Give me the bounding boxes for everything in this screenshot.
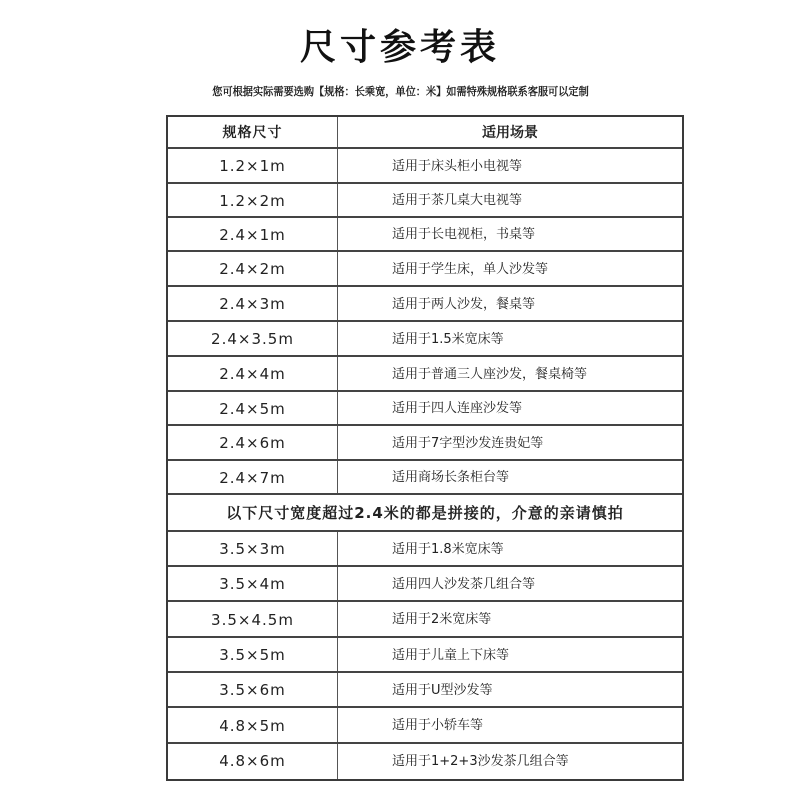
row-size: 2.4×2m — [219, 260, 286, 278]
row-use: 适用于1.8米宽床等 — [392, 542, 504, 557]
header-use: 适用场景 — [482, 125, 538, 141]
page-title: 尺寸参考表 — [299, 27, 500, 68]
table-row — [168, 184, 682, 218]
row-size: 3.5×6m — [219, 681, 286, 699]
row-size: 3.5×4.5m — [211, 611, 294, 629]
row-use: 适用于U型沙发等 — [392, 683, 493, 698]
row-size: 1.2×2m — [219, 192, 286, 210]
table-row — [168, 638, 682, 673]
row-size: 2.4×3m — [219, 295, 286, 313]
row-use: 适用于学生床，单人沙发等 — [392, 262, 549, 277]
table-row — [168, 357, 682, 392]
splice-note: 以下尺寸宽度超过2.4米的都是拼接的，介意的亲请慎拍 — [226, 504, 624, 522]
table-row — [168, 461, 682, 495]
row-use: 适用于儿童上下床等 — [392, 648, 510, 663]
table-row — [168, 426, 682, 461]
row-use: 适用于茶几桌大电视等 — [392, 193, 523, 208]
row-use: 适用商场长条柜台等 — [392, 470, 510, 485]
size-reference-table — [166, 115, 684, 781]
row-use: 适用于7字型沙发连贵妃等 — [392, 436, 544, 451]
table-row — [168, 532, 682, 567]
row-size: 1.2×1m — [219, 157, 286, 175]
row-size: 2.4×5m — [219, 400, 286, 418]
row-use: 适用于普通三人座沙发，餐桌椅等 — [392, 367, 588, 382]
table-header-row — [168, 117, 682, 149]
page-subtitle: 您可根据实际需要选购【规格：长乘宽，单位：米】如需特殊规格联系客服可以定制 — [212, 85, 589, 98]
table-row — [168, 392, 682, 426]
row-size: 2.4×3.5m — [211, 330, 294, 348]
row-size: 3.5×3m — [219, 540, 286, 558]
table-row — [168, 252, 682, 287]
table-row — [168, 322, 682, 357]
row-use: 适用于床头柜小电视等 — [392, 159, 523, 174]
row-size: 2.4×1m — [219, 226, 286, 244]
table-row — [168, 673, 682, 708]
row-use: 适用于小轿车等 — [392, 718, 484, 733]
row-use: 适用于2米宽床等 — [392, 612, 492, 627]
row-size: 2.4×6m — [219, 434, 286, 452]
row-use: 适用四人沙发茶几组合等 — [392, 577, 536, 592]
table-row — [168, 218, 682, 252]
row-use: 适用于1+2+3沙发茶几组合等 — [392, 754, 569, 769]
table-row — [168, 567, 682, 602]
table-row — [168, 602, 682, 638]
splice-note-row — [168, 495, 682, 532]
row-size: 4.8×5m — [219, 717, 286, 735]
row-size: 2.4×7m — [219, 469, 286, 487]
table-row — [168, 744, 682, 779]
row-size: 3.5×4m — [219, 575, 286, 593]
row-size: 4.8×6m — [219, 752, 286, 770]
header-size: 规格尺寸 — [222, 125, 283, 141]
row-size: 3.5×5m — [219, 646, 286, 664]
row-use: 适用于四人连座沙发等 — [392, 401, 523, 416]
row-size: 2.4×4m — [219, 365, 286, 383]
row-use: 适用于长电视柜，书桌等 — [392, 227, 536, 242]
row-use: 适用于两人沙发，餐桌等 — [392, 297, 536, 312]
table-row — [168, 708, 682, 744]
row-use: 适用于1.5米宽床等 — [392, 332, 504, 347]
table-row — [168, 287, 682, 322]
table-row — [168, 149, 682, 184]
